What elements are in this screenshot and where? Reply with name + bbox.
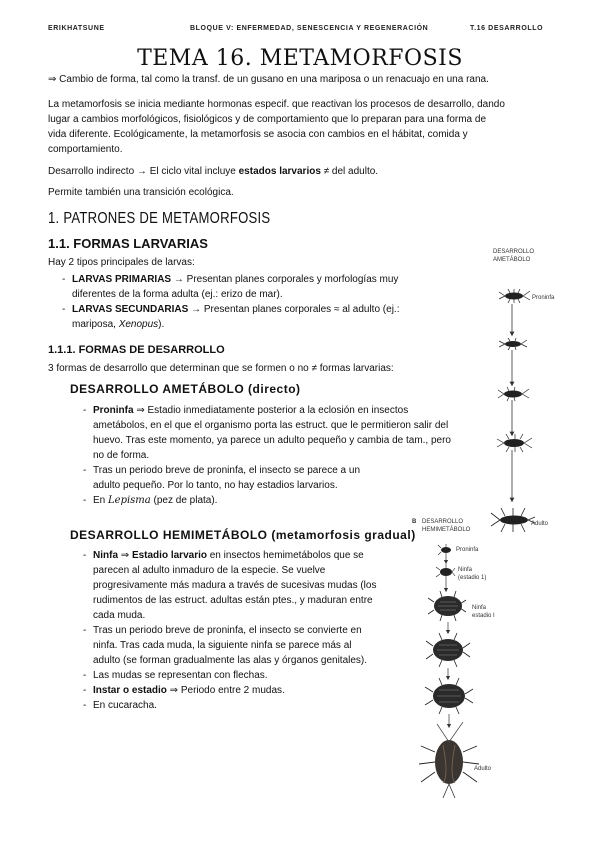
header-author: ERIKHATSUNE	[48, 25, 105, 32]
intro-para-3: vida diferente. Ecológicamente, la metamorfosis se asocia con cambios en el hábitat, comida y	[48, 129, 468, 140]
header-block: BLOQUE V: ENFERMEDAD, SENESCENCIA Y REGENERACIÓN	[190, 25, 429, 32]
figure-hemimetabolo-letter: B	[412, 519, 417, 525]
ametabolo-heading: DESARROLLO AMETÁBOLO (directo)	[70, 382, 301, 396]
ametabolo-item-1: - Proninfa ⇒ Estadio inmediatamente posterior a la eclosión en insectos	[83, 405, 409, 416]
list-item-primary: - LARVAS PRIMARIAS → Presentan planes corporales y morfologías muy	[62, 274, 399, 285]
hemimetabolo-item-1-l2: parecen al adulto inmaduro de la especie. Se vuelve	[93, 565, 326, 576]
ametabolo-item-1-l4: no de forma.	[93, 450, 150, 461]
figure-hemi-label-ninfa: Ninfa estadio I	[472, 605, 495, 619]
figure-hemi-label-proninfa: Proninfa	[456, 547, 479, 553]
hemimetabolo-item-1-l5: cada muda.	[93, 610, 146, 621]
figure-hemi-label-adult: Adulto	[474, 766, 492, 772]
ametabolo-item-1-l2: ametábolos, en el que el organismo porta las estruct. que le permitieron salir del	[93, 420, 449, 431]
hemimetabolo-heading: DESARROLLO HEMIMETÁBOLO (metamorfosis gradual)	[70, 528, 416, 542]
ametabolo-item-2-l2: adulto pequeño. Por lo tanto, no hay estadios larvarios.	[93, 480, 338, 491]
figure-ametabolo-title: DESARROLLO AMETÁBOLO	[493, 249, 535, 263]
list-item-primary-cont: diferentes de la forma adulta (ej.: erizo de mar).	[72, 289, 283, 300]
figure-hemi-label-ninfa1: Ninfa (estadio 1)	[458, 567, 487, 581]
ametabolo-item-2: - Tras un periodo breve de proninfa, el insecto se parece a un	[83, 465, 361, 476]
ametabolo-item-1-l3: huevo. Tras este momento, ya parece un adulto pequeño y cambia de tam., pero	[93, 435, 451, 446]
hemimetabolo-item-3: - Las mudas se representan con flechas.	[83, 670, 268, 681]
hemimetabolo-item-2: - Tras un periodo breve de proninfa, el insecto se convierte en	[83, 625, 362, 636]
intro-line: ⇒ Cambio de forma, tal como la transf. de un gusano en una mariposa o un renacuajo en una rana.	[48, 74, 489, 85]
hemimetabolo-item-1: - Ninfa ⇒ Estadio larvario en insectos hemimetábolos que se	[83, 550, 364, 561]
hemimetabolo-item-4: - Instar o estadio ⇒ Periodo entre 2 mudas.	[83, 685, 285, 696]
cockroach-adult-icon	[419, 722, 479, 798]
figure-ametabolo-label-proninfa: Proninfa	[532, 295, 555, 301]
page-title: TEMA 16. METAMORFOSIS	[137, 46, 463, 71]
larval-intro: Hay 2 tipos principales de larvas:	[48, 257, 195, 268]
hemimetabolo-item-1-l3: progresivamente más madura a través de sucesivas mudas (los	[93, 580, 377, 591]
subsection-development-forms: 1.1.1. FORMAS DE DESARROLLO	[48, 344, 225, 356]
cockroach-nymph-1-icon	[436, 564, 455, 580]
cockroach-proninfa-icon	[438, 544, 451, 556]
development-intro: 3 formas de desarrollo que determinan que se formen o no ≠ formas larvarias:	[48, 363, 394, 374]
cockroach-nymph-4-icon	[425, 678, 473, 714]
ecological-transition: Permite también una transición ecológica.	[48, 187, 234, 198]
list-item-secondary-cont: mariposa, Xenopus).	[72, 319, 165, 330]
subsection-larval-forms: 1.1. FORMAS LARVARIAS	[48, 236, 208, 251]
intro-para-2: lugar a cambios morfológicos, fisiológicos y de comportamiento que lo preparan para una forma de	[48, 114, 487, 125]
ametabolo-item-3: - En Lepisma (pez de plata).	[83, 495, 218, 506]
hemimetabolo-item-1-l4: rudimentos de las estruct. adultas están ptes., y maduran entre	[93, 595, 373, 606]
hemimetabolo-item-2-l3: adulto (se forman gradualmente las alas y órganos genitales).	[93, 655, 368, 666]
figure-hemimetabolo-title: DESARROLLO HEMIMETÁBOLO	[422, 519, 471, 533]
cockroach-nymph-3-icon	[426, 633, 470, 667]
hemimetabolo-item-5: - En cucaracha.	[83, 700, 157, 711]
section-heading: 1. PATRONES DE METAMORFOSIS	[48, 210, 271, 227]
intro-para-4: comportamiento.	[48, 144, 123, 155]
hemimetabolo-item-2-l2: ninfa. Tras cada muda, la siguiente ninfa se parece más al	[93, 640, 352, 651]
list-item-secondary: - LARVAS SECUNDARIAS → Presentan planes corporales ≈ al adulto (ej.:	[62, 304, 400, 315]
cockroach-nymph-2-icon	[428, 591, 466, 621]
figure-ametabolo-label-adult: Adulto	[531, 521, 549, 527]
intro-para-1: La metamorfosis se inicia mediante hormonas especif. que reactivan los procesos de desarrollo, dando	[48, 99, 505, 110]
indirect-development: Desarrollo indirecto → El ciclo vital incluye estados larvarios ≠ del adulto.	[48, 166, 379, 177]
header-topic: T.16 DESARROLLO	[470, 25, 544, 32]
